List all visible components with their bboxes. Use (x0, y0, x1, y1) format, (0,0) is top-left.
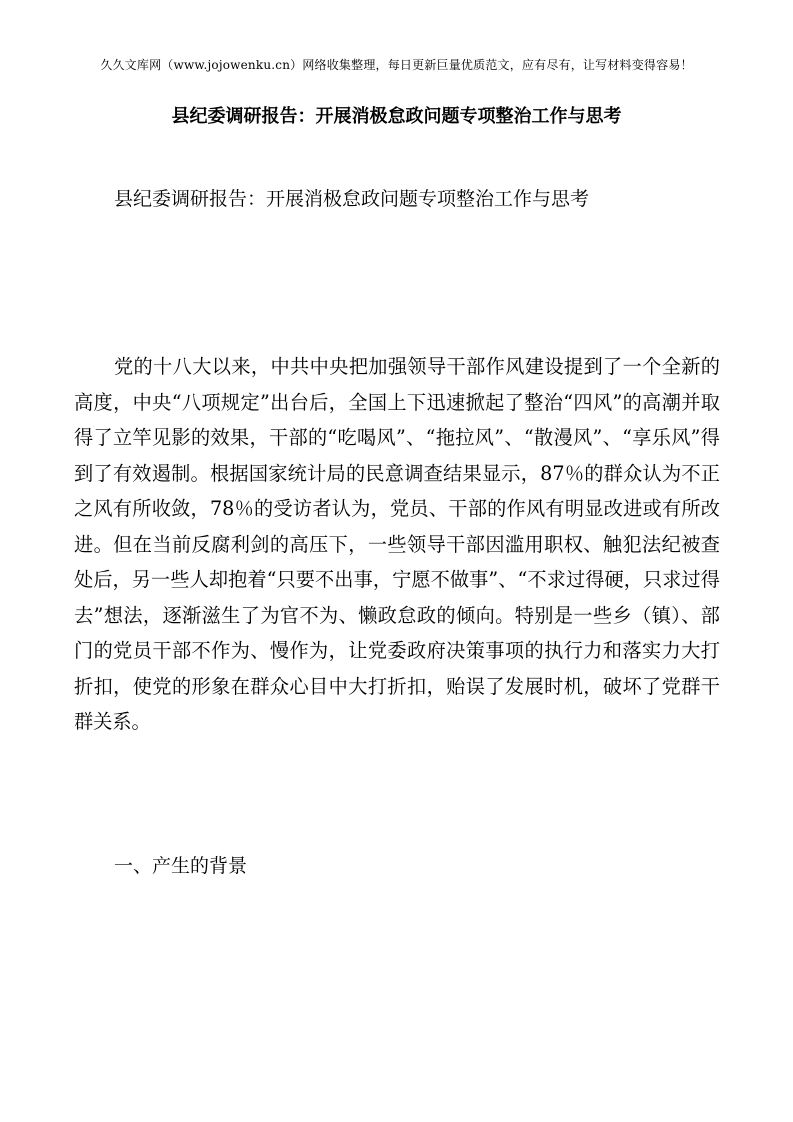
body-paragraph: 党的十八大以来，中共中央把加强领导干部作风建设提到了一个全新的高度，中央“八项规定”出台后，全国上下迅速掀起了整治“四风”的高潮并取得了立竿见影的效果，干部的“吃喝风”、“拖拉风”、“散漫风”、“享乐风”得到了有效遏制。根据国家统计局的民意调查结果显示，87％的群众认为不正之风有所收敛，78％的受访者认为，党员、干部的作风有明显改进或有所改进。但在当前反腐利剑的高压下，一些领导干部因滥用职权、触犯法纪被查处后，另一些人却抱着“只要不出事，宁愿不做事”、“不求过得硬，只求过得去”想法，逐渐滋生了为官不为、懒政怠政的倾向。特别是一些乡（镇）、部门的党员干部不作为、慢作为，让党委政府决策事项的执行力和落实力大打折扣，使党的形象在群众心目中大打折扣，贻误了发展时机，破坏了党群干群关系。 (74, 355, 720, 733)
header-note: 久久文库网（www.jojowenku.cn）网络收集整理，每日更新巨量优质范文，应有尽有，让写材料变得容易！ (100, 58, 693, 72)
document-subtitle: 县纪委调研报告：开展消极怠政问题专项整治工作与思考 (114, 188, 590, 210)
section-heading: 一、产生的背景 (114, 855, 248, 877)
document-title: 县纪委调研报告：开展消极怠政问题专项整治工作与思考 (171, 106, 622, 127)
